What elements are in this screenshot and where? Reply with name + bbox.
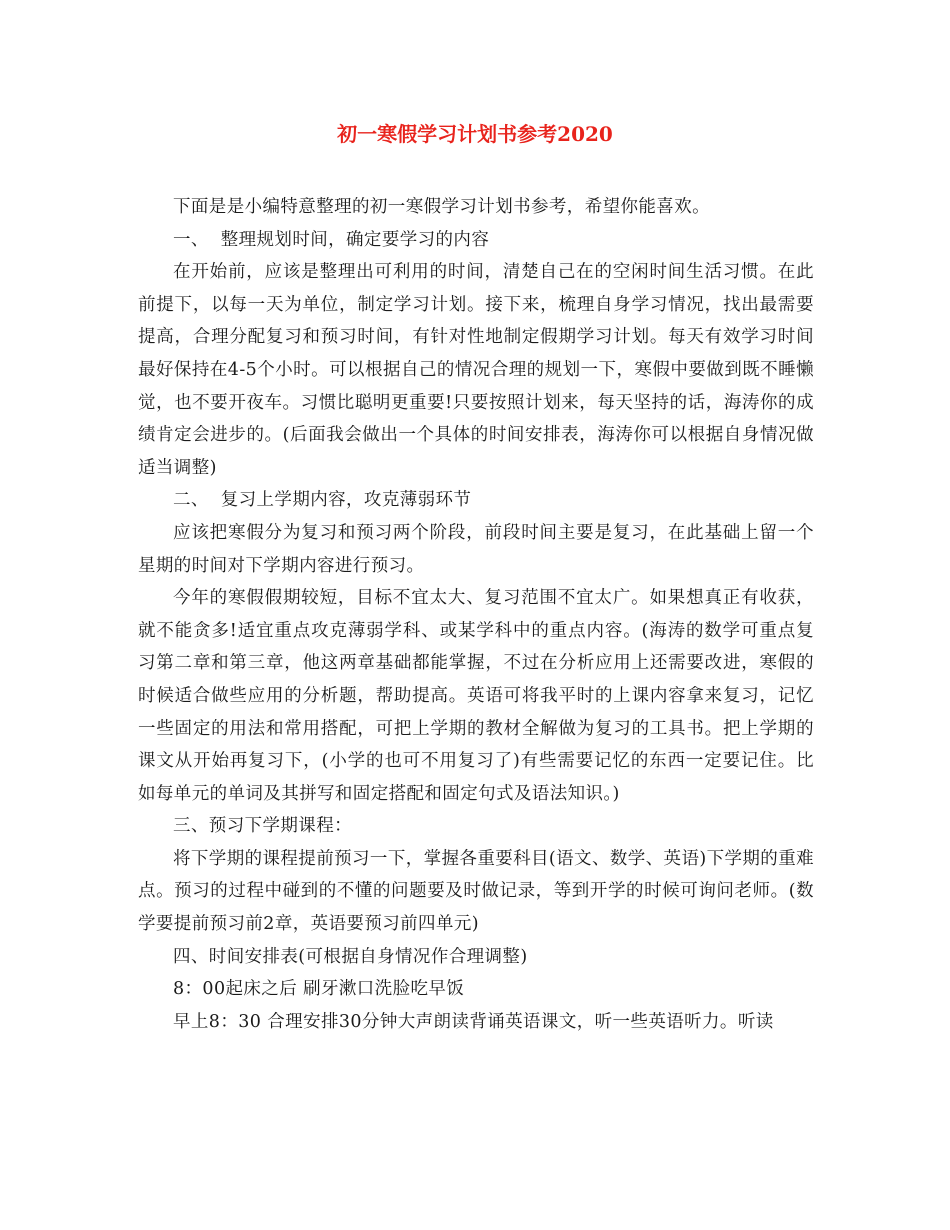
paragraph-section-1: 在开始前，应该是整理出可利用的时间，清楚自己在的空闲时间生活习惯。在此前提下，以每一天为单位，制定学习计划。接下来，梳理自身学习情况，找出最需要提高，合理分配复习和预习时间，有针对性地制定假期学习计划。每天有效学习时间最好保持在4-5个小时。可以根据自己的情况合理的规划一下，寒假中要做到既不睡懒觉，也不要开夜车。习惯比聪明更重要!只要按照计划来，每天坚持的话，海涛你的成绩肯定会进步的。(后面我会做出一个具体的时间安排表，海涛你可以根据自身情况做适当调整)	[138, 262, 814, 478]
section-heading-1: 一、 整理规划时间，确定要学习的内容	[173, 229, 490, 250]
section-heading-4: 四、时间安排表(可根据自身情况作合理调整)	[173, 946, 528, 967]
paragraph-section-2b: 今年的寒假假期较短，目标不宜太大、复习范围不宜太广。如果想真正有收获，就不能贪多!适宜重点攻克薄弱学科、或某学科中的重点内容。(海涛的数学可重点复习第二章和第三章，他这两章基础都能掌握，不过在分析应用上还需要改进，寒假的时候适合做些应用的分析题，帮助提高。英语可将我平时的上课内容拿来复习，记忆一些固定的用法和常用搭配，可把上学期的教材全解做为复习的工具书。把上学期的课文从开始再复习下，(小学的也可不用复习了)有些需要记忆的东西一定要记住。比如每单元的单词及其拼写和固定搭配和固定句式及语法知识。)	[138, 588, 814, 804]
document-title: 初一寒假学习计划书参考2020	[337, 122, 613, 146]
section-heading-2: 二、 复习上学期内容，攻克薄弱环节	[173, 490, 472, 511]
schedule-item: 早上8：30 合理安排30分钟大声朗读背诵英语课文，听一些英语听力。听读	[173, 1011, 774, 1032]
paragraph-intro: 下面是是小编特意整理的初一寒假学习计划书参考，希望你能喜欢。	[173, 197, 710, 217]
schedule-item: 8：00起床之后 刷牙漱口洗脸吃早饭	[173, 979, 465, 1000]
paragraph-section-3: 将下学期的课程提前预习一下，掌握各重要科目(语文、数学、英语)下学期的重难点。预习的过程中碰到的不懂的问题要及时做记录，等到开学的时候可询问老师。(数学要提前预习前2章，英语要预习前四单元)	[138, 848, 814, 935]
document-body	[138, 191, 814, 1038]
section-heading-3: 三、预习下学期课程：	[173, 816, 352, 837]
paragraph-section-2a: 应该把寒假分为复习和预习两个阶段，前段时间主要是复习，在此基础上留一个星期的时间对下学期内容进行预习。	[138, 522, 814, 576]
